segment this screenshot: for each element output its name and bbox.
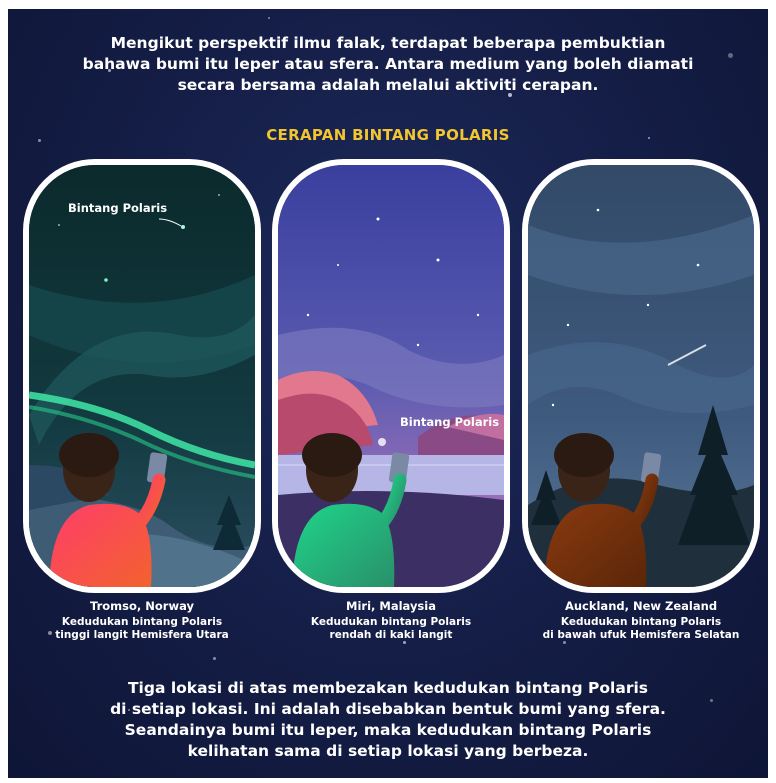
intro-line: secara bersama adalah melalui aktiviti cerapan. bbox=[177, 76, 599, 94]
description-line: rendah di kaki langit bbox=[329, 629, 453, 641]
outro-line: Seandainya bumi itu leper, maka kedudukan bintang Polaris bbox=[124, 721, 652, 739]
auckland-scene bbox=[528, 165, 754, 587]
intro-text bbox=[48, 33, 728, 96]
outro-text bbox=[48, 678, 728, 762]
outro-line: kelihatan sama di setiap lokasi yang berbeza. bbox=[187, 742, 589, 760]
description-line: Kedudukan bintang Polaris bbox=[310, 616, 472, 628]
location-label: Tromso, Norway bbox=[90, 599, 194, 613]
caption-tromso bbox=[22, 600, 262, 642]
background-star bbox=[213, 657, 216, 660]
section-title: CERAPAN BINTANG POLARIS bbox=[266, 126, 510, 144]
caption-auckland bbox=[521, 600, 761, 642]
description-line: di bawah ufuk Hemisfera Selatan bbox=[542, 629, 740, 641]
panel-tromso bbox=[23, 159, 261, 593]
outro-line: Tiga lokasi di atas membezakan kedudukan bintang Polaris bbox=[127, 679, 649, 697]
intro-line: bahawa bumi itu leper atau sfera. Antara medium yang boleh diamati bbox=[82, 55, 694, 73]
location-label: Auckland, New Zealand bbox=[564, 599, 718, 613]
description-line: Kedudukan bintang Polaris bbox=[560, 616, 722, 628]
miri-scene bbox=[278, 165, 504, 587]
background-star bbox=[728, 53, 733, 58]
outro-line: di setiap lokasi. Ini adalah disebabkan bentuk bumi yang sfera. bbox=[110, 700, 666, 718]
description-line: tinggi langit Hemisfera Utara bbox=[55, 629, 229, 641]
panel-miri bbox=[272, 159, 510, 593]
intro-line: Mengikut perspektif ilmu falak, terdapat beberapa pembuktian bbox=[110, 34, 666, 52]
infographic-poster bbox=[8, 9, 768, 778]
tromso-scene bbox=[29, 165, 255, 587]
panel-auckland bbox=[522, 159, 760, 593]
description-line: Kedudukan bintang Polaris bbox=[61, 616, 223, 628]
polaris-label-tromso: Bintang Polaris bbox=[68, 201, 168, 215]
polaris-label-miri: Bintang Polaris bbox=[400, 415, 500, 429]
caption-miri bbox=[271, 600, 511, 642]
background-star bbox=[268, 17, 270, 19]
location-label: Miri, Malaysia bbox=[346, 599, 436, 613]
